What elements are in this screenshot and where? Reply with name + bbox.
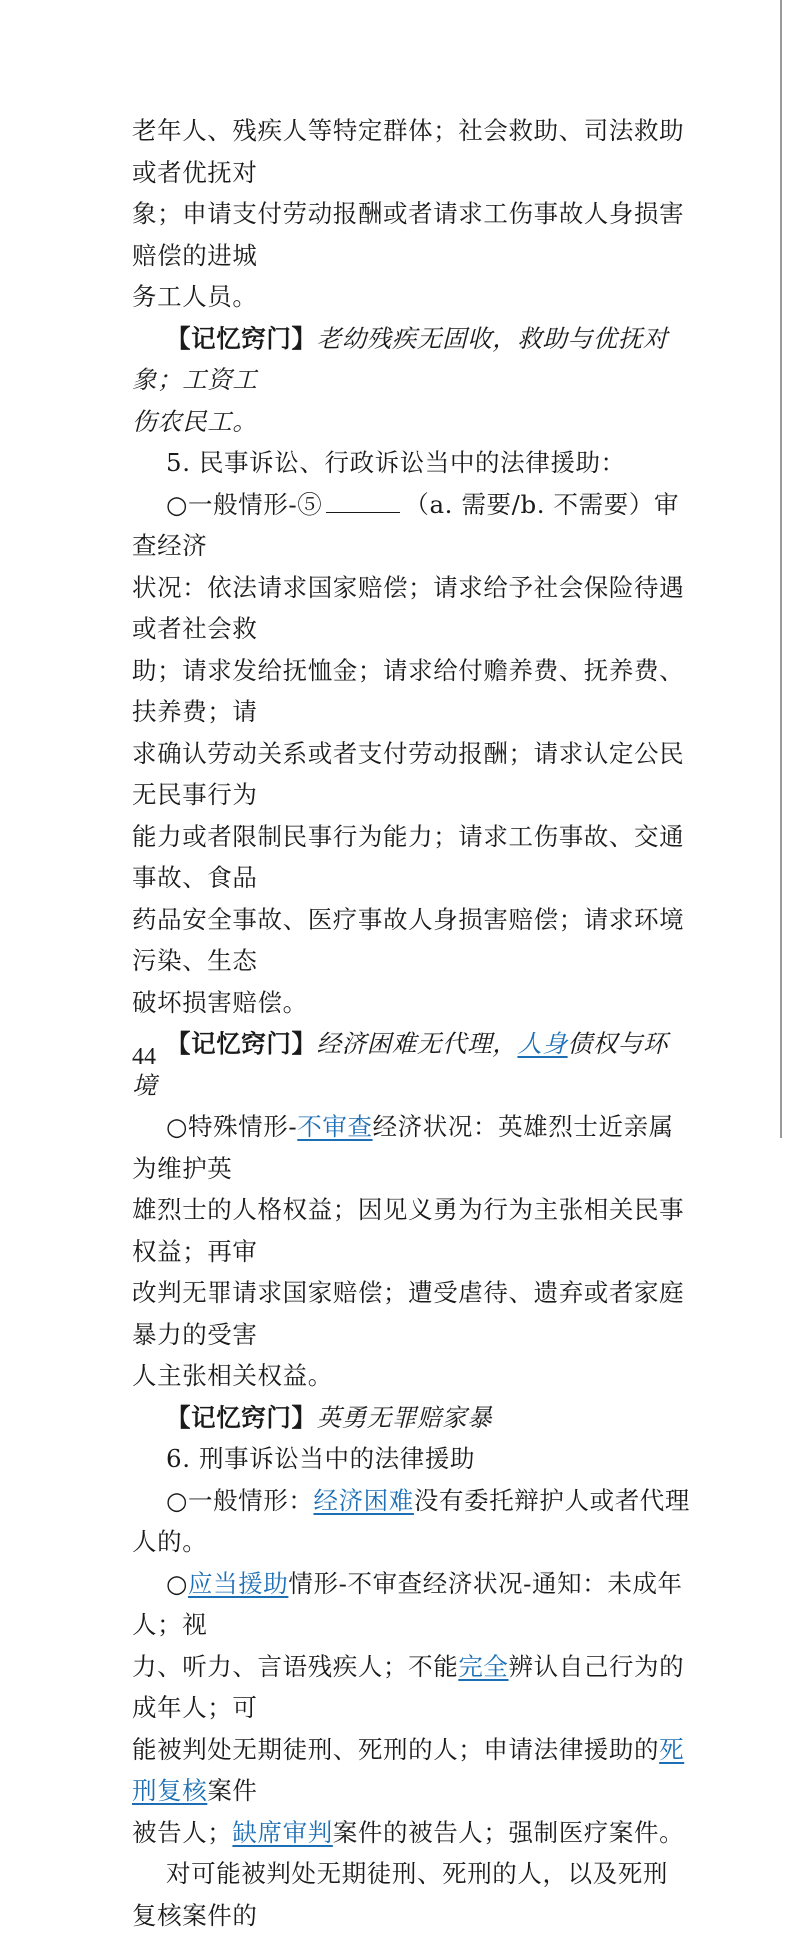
text-span: ○ bbox=[166, 1568, 188, 1598]
memory-tip bbox=[132, 318, 692, 401]
text-span: 辨认自己行为的成年人；可 bbox=[132, 1651, 685, 1722]
highlighted-term: 人身 bbox=[517, 1029, 568, 1058]
text-line: 状况：依法请求国家赔偿；请求给予社会保险待遇或者社会救 bbox=[132, 572, 685, 643]
text-line: 务工人员。 bbox=[132, 282, 258, 311]
body-text bbox=[132, 110, 692, 1936]
question-options: （a. 需要/b. 不需要）审查经济 bbox=[132, 489, 680, 560]
text-line: 老年人、残疾人等特定群体；社会救助、司法救助或者优抚对 bbox=[132, 116, 685, 187]
text-line bbox=[132, 1812, 692, 1854]
memory-tip-label: 【记忆窍门】 bbox=[166, 323, 317, 353]
text-line bbox=[132, 1563, 692, 1646]
text-span: 经济状况：英雄烈士近亲属为维护英 bbox=[132, 1112, 674, 1183]
page-edge-rule bbox=[780, 0, 782, 1138]
memory-tip-text: 伤农民工。 bbox=[132, 406, 258, 436]
text-line bbox=[132, 1106, 692, 1189]
section-heading-5: 5. 民事诉讼、行政诉讼当中的法律援助： bbox=[166, 448, 626, 477]
text-line: 破坏损害赔偿。 bbox=[132, 987, 308, 1017]
memory-tip bbox=[132, 1397, 692, 1439]
text-span: 案件 bbox=[207, 1776, 258, 1805]
text-line bbox=[132, 1646, 692, 1729]
text-span: 案件的被告人；强制医疗案件。 bbox=[332, 1817, 685, 1847]
fill-in-question bbox=[132, 484, 692, 567]
memory-tip-label: 【记忆窍门】 bbox=[166, 1029, 317, 1058]
memory-tip-text: 英勇无罪赔家暴 bbox=[316, 1402, 493, 1432]
section-heading-6: 6. 刑事诉讼当中的法律援助 bbox=[166, 1444, 476, 1473]
highlighted-term: 不审查 bbox=[297, 1112, 373, 1141]
text-line: 雄烈士的人格权益；因见义勇为行为主张相关民事权益；再审 bbox=[132, 1195, 685, 1266]
highlighted-term: 应当援助 bbox=[187, 1568, 289, 1598]
question-prefix: ○一般情形-⑤ bbox=[166, 489, 323, 519]
text-line: 药品安全事故、医疗事故人身损害赔偿；请求环境污染、生态 bbox=[132, 904, 685, 975]
memory-tip-label: 【记忆窍门】 bbox=[166, 1402, 317, 1432]
highlighted-term: 缺席审判 bbox=[232, 1817, 333, 1847]
text-line: 对可能被判处无期徒刑、死刑的人，以及死刑复核案件的 bbox=[132, 1859, 668, 1930]
memory-tip bbox=[132, 1023, 692, 1106]
text-line: 助；请求发给抚恤金；请求给付赡养费、抚养费、扶养费；请 bbox=[132, 655, 685, 726]
text-span: ○一般情形： bbox=[166, 1485, 314, 1515]
text-line: 能力或者限制民事行为能力；请求工伤事故、交通事故、食品 bbox=[132, 821, 685, 892]
memory-tip-text: 老幼残疾无固收，救助与优抚对象；工资工 bbox=[132, 323, 669, 394]
text-span: ○特殊情形- bbox=[166, 1112, 298, 1141]
text-span: 能被判处无期徒刑、死刑的人；申请法律援助的 bbox=[132, 1734, 660, 1764]
highlighted-term: 死刑复核 bbox=[132, 1734, 685, 1805]
text-span: 没有委托辩护人或者代理人的。 bbox=[132, 1485, 690, 1556]
highlighted-term: 经济困难 bbox=[313, 1485, 414, 1515]
text-line bbox=[132, 1729, 692, 1812]
text-line: 象；申请支付劳动报酬或者请求工伤事故人身损害赔偿的进城 bbox=[132, 199, 685, 270]
memory-tip-text: 经济困难无代理， bbox=[316, 1029, 518, 1058]
text-span: 情形-不审查经济状况-通知：未成年人；视 bbox=[132, 1568, 683, 1639]
page-number: 44 bbox=[132, 1044, 156, 1070]
text-line: 改判无罪请求国家赔偿；遭受虐待、遗弃或者家庭暴力的受害 bbox=[132, 1278, 685, 1349]
text-line: 求确认劳动关系或者支付劳动报酬；请求认定公民无民事行为 bbox=[132, 738, 685, 809]
text-span: 力、听力、言语残疾人；不能 bbox=[132, 1651, 459, 1681]
text-line: 人主张相关权益。 bbox=[132, 1361, 333, 1390]
text-span: 被告人； bbox=[132, 1817, 233, 1847]
text-line bbox=[132, 1480, 692, 1563]
memory-tip-text: 债权与环境 bbox=[132, 1029, 669, 1100]
answer-blank bbox=[326, 490, 400, 513]
highlighted-term: 完全 bbox=[458, 1651, 509, 1681]
